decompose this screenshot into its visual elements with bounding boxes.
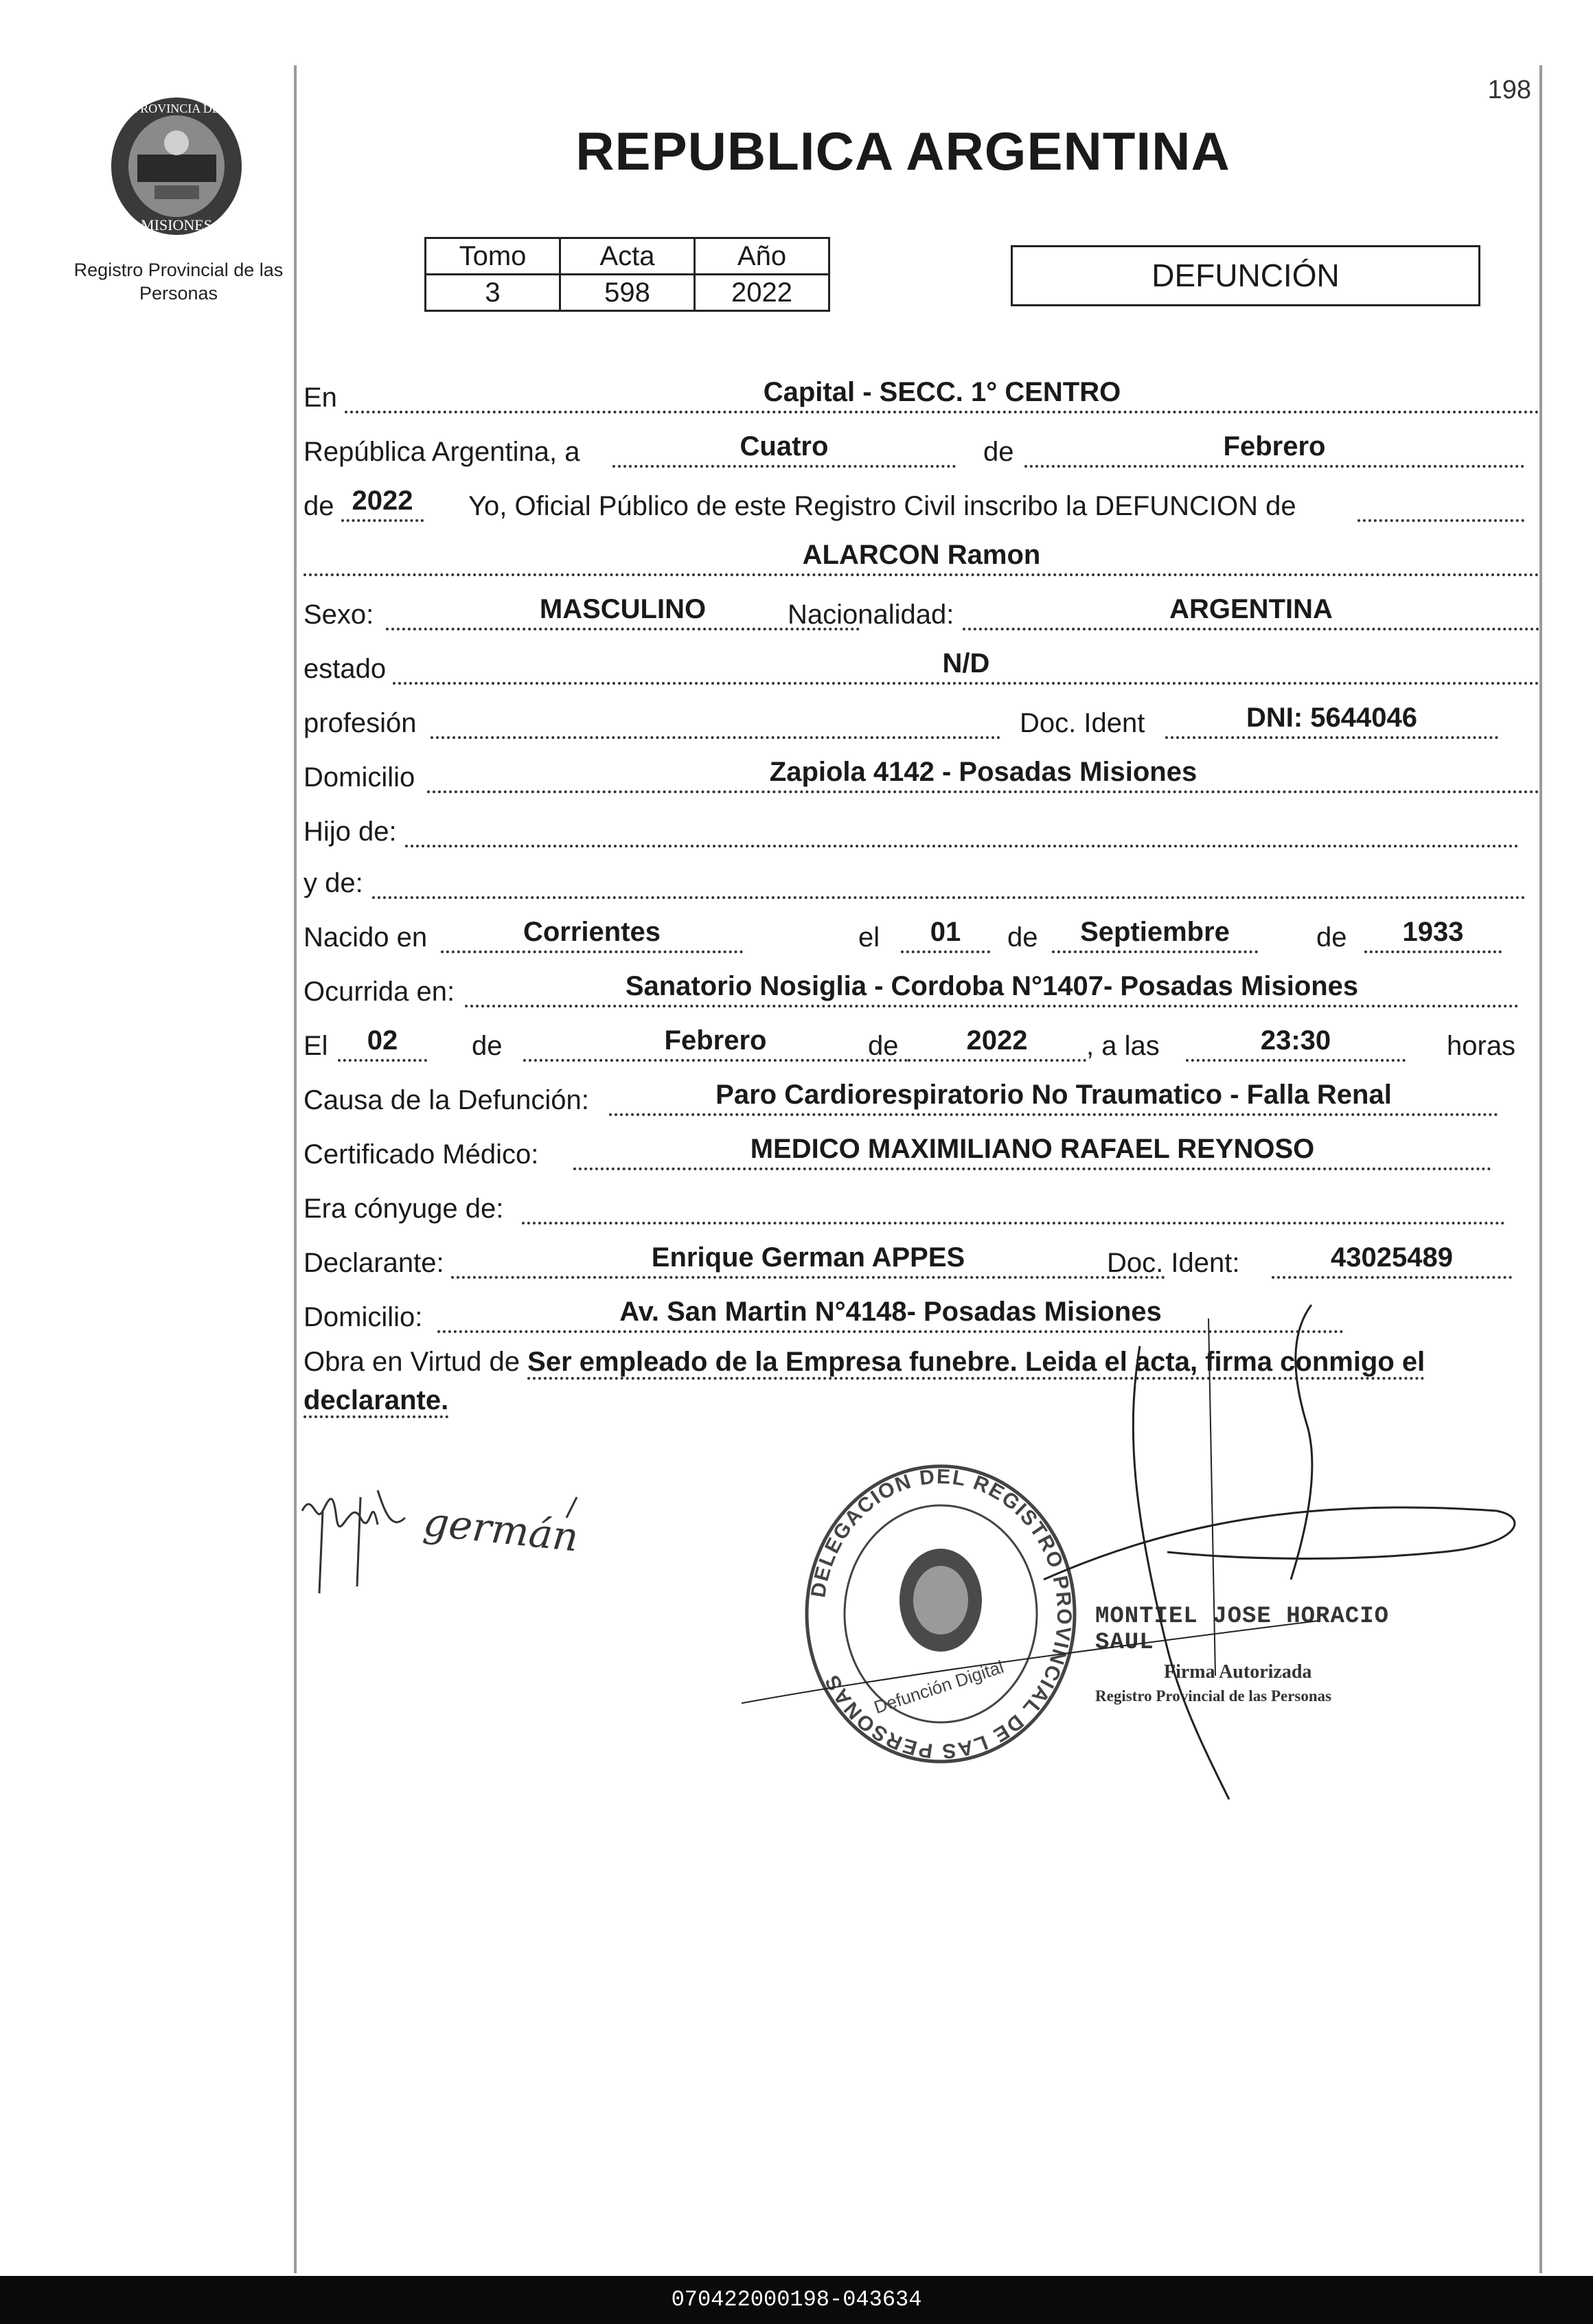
row-conyuge bbox=[303, 1179, 1539, 1227]
footer-barcode-id: 070422000198-043634 bbox=[0, 2276, 1593, 2324]
ocurrida-label: Ocurrida en: bbox=[303, 977, 455, 1007]
nacionalidad-label: Nacionalidad: bbox=[788, 600, 954, 630]
el-label: el bbox=[858, 922, 880, 953]
certificado-value: MEDICO MAXIMILIANO RAFAEL REYNOSO bbox=[573, 1134, 1491, 1170]
left-margin-line bbox=[294, 65, 297, 2273]
nacido-label: Nacido en bbox=[303, 922, 428, 953]
nacido-value: Corrientes bbox=[441, 917, 743, 953]
en-value: Capital - SECC. 1° CENTRO bbox=[345, 377, 1539, 413]
row-anio-yo bbox=[303, 477, 1539, 525]
dia-value: Cuatro bbox=[612, 431, 956, 468]
estado-label: estado bbox=[303, 654, 387, 684]
row-estado bbox=[303, 639, 1539, 687]
nac-dia-value: 01 bbox=[901, 917, 990, 953]
crest-top-text: PROVINCIA DE bbox=[133, 102, 220, 115]
row-nacido bbox=[303, 908, 1539, 956]
doc-value: DNI: 5644046 bbox=[1165, 703, 1498, 739]
doc-label: Doc. Ident bbox=[1020, 708, 1145, 738]
tomo-label: Tomo bbox=[426, 238, 560, 275]
row-republica bbox=[303, 422, 1539, 470]
de-label-6: de bbox=[868, 1031, 899, 1061]
conyuge-label: Era cónyuge de: bbox=[303, 1194, 504, 1224]
acta-label: Acta bbox=[560, 238, 695, 275]
anio-value: 2022 bbox=[695, 275, 829, 311]
sexo-label: Sexo: bbox=[303, 600, 374, 630]
row-en bbox=[303, 368, 1539, 416]
nombre-value: ALARCON Ramon bbox=[303, 540, 1539, 576]
anio-inscripcion-value: 2022 bbox=[341, 486, 424, 522]
de-label-1: de bbox=[983, 437, 1014, 467]
conyuge-value bbox=[522, 1219, 1505, 1224]
causa-label: Causa de la Defunción: bbox=[303, 1085, 589, 1115]
republica-label: República Argentina, a bbox=[303, 437, 580, 467]
row-declarante bbox=[303, 1233, 1539, 1281]
official-office: Registro Provincial de las Personas bbox=[1095, 1687, 1332, 1705]
en-label: En bbox=[303, 383, 337, 413]
right-margin-line bbox=[1539, 65, 1542, 2273]
official-role: Firma Autorizada bbox=[1164, 1661, 1312, 1683]
row-ocurrida bbox=[303, 962, 1539, 1010]
profesion-value bbox=[431, 733, 1000, 739]
stamp-ring-text: DELEGACION DEL REGISTRO PROVINCIAL DE LAS PERSONAS bbox=[807, 1465, 1076, 1763]
el2-label: El bbox=[303, 1031, 328, 1061]
row-yde bbox=[303, 854, 1539, 902]
document-type-box: DEFUNCIÓN bbox=[1011, 245, 1480, 306]
provincia-misiones-crest bbox=[100, 89, 254, 244]
de-label-2: de bbox=[303, 491, 334, 521]
obra-value: Ser empleado de la Empresa funebre. Leida el acta, firma conmigo el declarante. bbox=[303, 1347, 1425, 1418]
nacionalidad-value: ARGENTINA bbox=[963, 594, 1539, 630]
domicilio2-value: Av. San Martin N°4148- Posadas Misiones bbox=[437, 1297, 1344, 1333]
yo-blank bbox=[1357, 486, 1524, 522]
hijo-value bbox=[405, 842, 1519, 847]
de-label-5: de bbox=[472, 1031, 503, 1061]
causa-value: Paro Cardiorespiratorio No Traumatico - Falla Renal bbox=[609, 1080, 1498, 1116]
a-las-label: , a las bbox=[1086, 1031, 1160, 1061]
declarante-value: Enrique German APPES bbox=[451, 1242, 1165, 1279]
signature-text: germán bbox=[421, 1498, 581, 1561]
row-causa bbox=[303, 1071, 1539, 1119]
row-domicilio bbox=[303, 748, 1539, 796]
nac-mes-value: Septiembre bbox=[1052, 917, 1258, 953]
row-profesion bbox=[303, 694, 1539, 742]
hijo-label: Hijo de: bbox=[303, 817, 397, 847]
obra-label: Obra en Virtud de bbox=[303, 1347, 520, 1377]
acta-value: 598 bbox=[560, 275, 695, 311]
row-sexo bbox=[303, 585, 1539, 633]
yo-text: Yo, Oficial Público de este Registro Civil inscribo la DEFUNCION de bbox=[468, 491, 1296, 521]
declarante-label: Declarante: bbox=[303, 1248, 444, 1278]
domicilio-value: Zapiola 4142 - Posadas Misiones bbox=[427, 757, 1539, 793]
de-label-4: de bbox=[1316, 922, 1347, 953]
decl-doc-label: Doc. Ident: bbox=[1107, 1248, 1240, 1278]
yde-value bbox=[372, 893, 1526, 899]
profesion-label: profesión bbox=[303, 708, 417, 738]
def-anio-value: 2022 bbox=[908, 1025, 1086, 1062]
declarant-signature bbox=[295, 1470, 597, 1614]
certificado-label: Certificado Médico: bbox=[303, 1139, 539, 1170]
stamp-inner-text: Defunción Digital bbox=[871, 1656, 1007, 1718]
horas-label: horas bbox=[1447, 1031, 1516, 1061]
tomo-acta-anio-table bbox=[424, 237, 830, 312]
official-name: MONTIEL JOSE HORACIO SAUL bbox=[1095, 1604, 1390, 1656]
def-mes-value: Febrero bbox=[523, 1025, 908, 1062]
de-label-3: de bbox=[1007, 922, 1038, 953]
def-dia-value: 02 bbox=[338, 1025, 427, 1062]
official-signature bbox=[687, 1291, 1531, 1813]
hora-value: 23:30 bbox=[1186, 1025, 1406, 1062]
tomo-value: 3 bbox=[426, 275, 560, 311]
ocurrida-value: Sanatorio Nosiglia - Cordoba N°1407- Posadas Misiones bbox=[465, 971, 1519, 1007]
page-number: 198 bbox=[1487, 76, 1531, 104]
crest-bottom-text: MISIONES bbox=[141, 216, 212, 233]
yde-label: y de: bbox=[303, 868, 363, 898]
row-hijo bbox=[303, 802, 1539, 850]
document-title: REPUBLICA ARGENTINA bbox=[575, 121, 1230, 181]
decl-doc-value: 43025489 bbox=[1272, 1242, 1512, 1279]
row-nombre bbox=[303, 531, 1539, 579]
domicilio2-label: Domicilio: bbox=[303, 1302, 423, 1332]
sexo-value: MASCULINO bbox=[386, 594, 860, 630]
domicilio-label: Domicilio bbox=[303, 762, 415, 793]
nac-anio-value: 1933 bbox=[1364, 917, 1502, 953]
mes-value: Febrero bbox=[1024, 431, 1524, 468]
estado-value: N/D bbox=[393, 648, 1539, 685]
anio-label: Año bbox=[695, 238, 829, 275]
row-certificado bbox=[303, 1125, 1539, 1173]
registry-label: Registro Provincial de las Personas bbox=[73, 260, 284, 304]
row-fecha-defuncion bbox=[303, 1016, 1539, 1064]
